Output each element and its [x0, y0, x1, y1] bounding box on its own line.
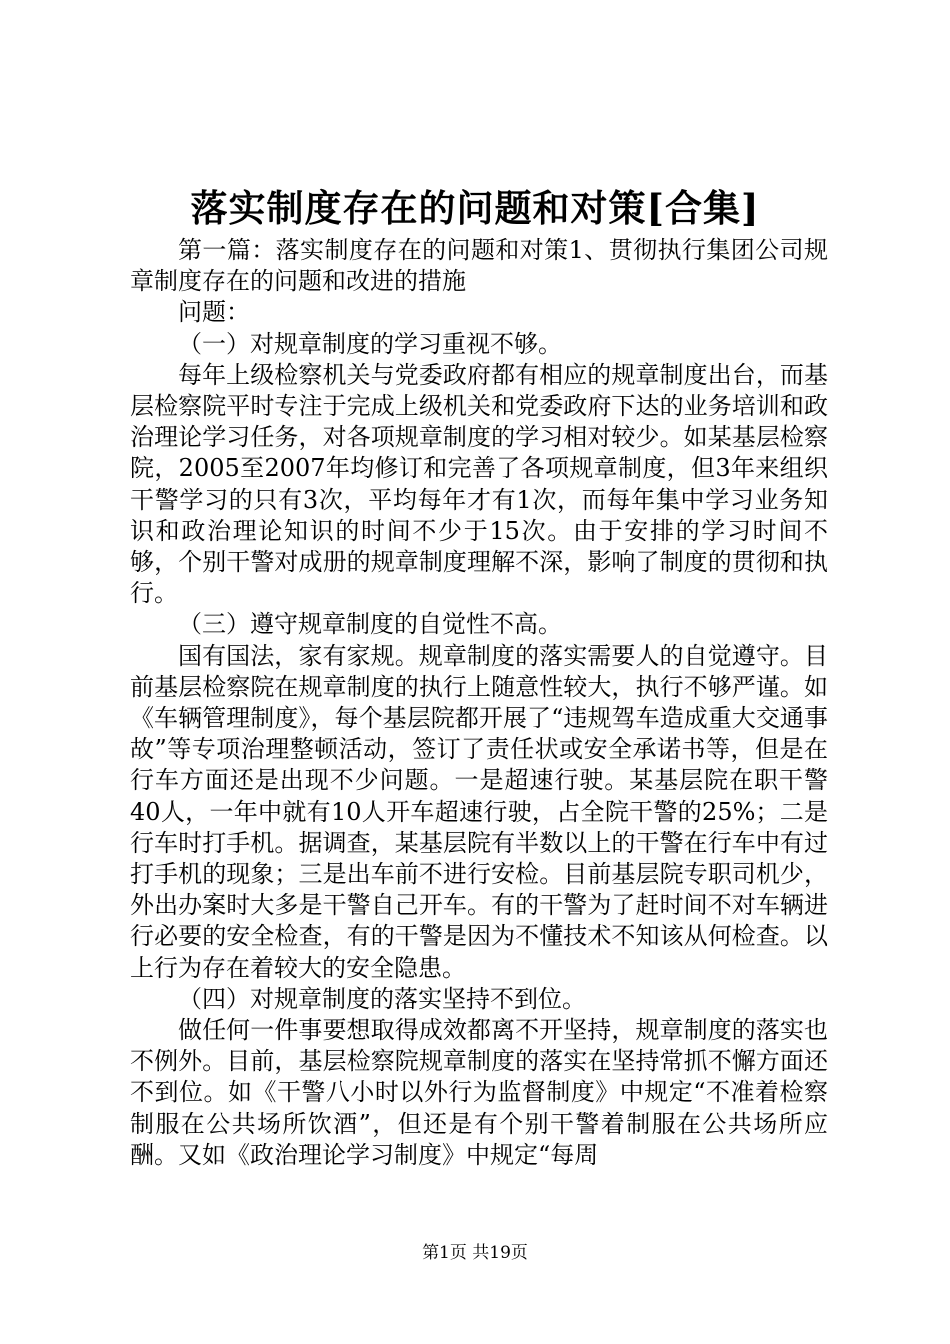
paragraph-intro: 第一篇：落实制度存在的问题和对策1、贯彻执行集团公司规章制度存在的问题和改进的措施 [130, 236, 828, 296]
paragraph-body-3: 国有国法，家有家规。规章制度的落实需要人的自觉遵守。目前基层检察院在规章制度的执行上随意性较大，执行不够严谨。如《车辆管理制度》，每个基层院都开展了“违规驾车造成重大交通事故”等专项治理整顿活动，签订了责任状或安全承诺书等，但是在行车方面还是出现不少问题。一是超速行驶。某基层院在职干警40人，一年中就有10人开车超速行驶，占全院干警的25%；二是行车时打手机。据调查，某基层院有半数以上的干警在行车中有过打手机的现象；三是出车前不进行安检。目前基层院专职司机少，外出办案时大多是干警自己开车。有的干警为了赶时间不对车辆进行必要的安全检查，有的干警是因为不懂技术不知该从何检查。以上行为存在着较大的安全隐患。 [130, 641, 828, 982]
paragraph-heading-4: （四）对规章制度的落实坚持不到位。 [178, 984, 586, 1013]
paragraph-problem-label: 问题： [178, 298, 250, 327]
paragraph-heading-1: （一）对规章制度的学习重视不够。 [178, 329, 562, 358]
document-body [130, 235, 828, 1171]
paragraph-body-1: 每年上级检察机关与党委政府都有相应的规章制度出台，而基层检察院平时专注于完成上级机关和党委政府下达的业务培训和政治理论学习任务，对各项规章制度的学习相对较少。如某基层检察院，2005至2007年均修订和完善了各项规章制度，但3年来组织干警学习的只有3次，平均每年才有1次，而每年集中学习业务知识和政治理论知识的时间不少于15次。由于安排的学习时间不够，个别干警对成册的规章制度理解不深，影响了制度的贯彻和执行。 [130, 360, 828, 608]
paragraph-body-4: 做任何一件事要想取得成效都离不开坚持，规章制度的落实也不例外。目前，基层检察院规章制度的落实在坚持常抓不懈方面还不到位。如《干警八小时以外行为监督制度》中规定“不准着检察制服在公共场所饮酒”，但还是有个别干警着制服在公共场所应酬。又如《政治理论学习制度》中规定“每周 [130, 1016, 828, 1169]
page-footer: 第1页 共19页 [422, 1243, 528, 1263]
document-title: 落实制度存在的问题和对策[合集] [190, 186, 760, 230]
paragraph-heading-3: （三）遵守规章制度的自觉性不高。 [178, 610, 562, 639]
